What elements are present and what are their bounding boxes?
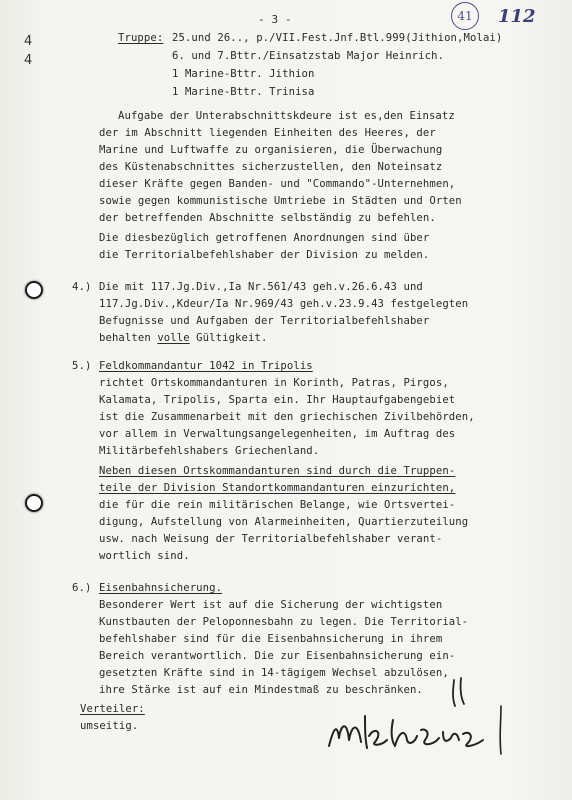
section-5-para2-line-5: usw. nach Weisung der Territorialbefehlshaber verant- [99,533,443,545]
distribution-value: umseitig. [80,720,139,732]
section-6-heading: Eisenbahnsicherung. [99,582,223,594]
folio-stamp: 41 [451,2,479,30]
troops-label: Truppe: [118,32,164,44]
section-6-line-4: Bereich verantwortlich. Die zur Eisenbahnsicherung ein- [99,650,456,662]
section-4-line-3: Befugnisse und Aufgaben der Territorialbefehlshaber [99,315,430,327]
troops-line-3: 1 Marine-Bttr. Jithion [172,68,315,80]
intro-line-8: Die diesbezüglich getroffenen Anordnungen sind über [99,232,430,244]
folio-handwritten: 112 [498,6,536,27]
section-4-prefix: behalten [99,332,158,344]
section-5-para2-line-1: Neben diesen Ortskommandanturen sind durch die Truppen- [99,465,456,477]
section-5-number: 5.) [72,360,92,372]
troops-line-1: 25.und 26.., p./VII.Fest.Jnf.Btl.999(Jithion,Molai) [172,32,503,44]
intro-line-9: die Territorialbefehlshaber der Division zu melden. [99,249,430,261]
section-4-number: 4.) [72,281,92,293]
section-6-line-1: Besonderer Wert ist auf die Sicherung der wichtigsten [99,599,443,611]
margin-mark-1: 4 [24,34,33,49]
intro-line-5: dieser Kräfte gegen Banden- und "Commando"-Unternehmen, [99,178,456,190]
section-6-line-5: gesetzten Kräfte sind in 14-tägigem Wechsel abzulösen, [99,667,449,679]
section-5-line-4: vor allem in Verwaltungsangelegenheiten, im Auftrag des [99,428,456,440]
intro-line-1: Aufgabe der Unterabschnittskdeure ist es,den Einsatz [118,110,455,122]
section-4-emph: volle [157,332,190,344]
section-5-para2-line-3: die für die rein militärischen Belange, wie Ortsvertei- [99,499,456,511]
section-5-heading: Feldkommandantur 1042 in Tripolis [99,360,313,372]
punch-hole-top [25,281,43,299]
section-5-line-2: Kalamata, Tripolis, Sparta ein. Ihr Hauptaufgabengebiet [99,394,456,406]
section-4-line-2: 117.Jg.Div.,Kdeur/Ia Nr.969/43 geh.v.23.9.43 festgelegten [99,298,469,310]
intro-line-6: sowie gegen kommunistische Umtriebe in Städten und Orten [99,195,462,207]
intro-line-4: des Küstenabschnittes sicherzustellen, den Noteinsatz [99,161,443,173]
section-6-line-3: befehlshaber sind für die Eisenbahnsicherung in ihrem [99,633,443,645]
section-5-para2-line-6: wortlich sind. [99,550,190,562]
section-5-line-3: ist die Zusammenarbeit mit den griechischen Zivilbehörden, [99,411,475,423]
intro-line-7: der betreffenden Abschnitte selbständig zu befehlen. [99,212,436,224]
margin-mark-2: 4 [24,53,33,68]
troops-line-4: 1 Marine-Bttr. Trinisa [172,86,315,98]
section-6-line-6: ihre Stärke ist auf ein Mindestmaß zu beschränken. [99,684,423,696]
intro-line-3: Marine und Luftwaffe zu organisieren, die Überwachung [99,144,443,156]
section-6-line-2: Kunstbauten der Peloponnesbahn zu legen. Die Territorial- [99,616,469,628]
section-4-suffix: Gültigkeit. [189,332,268,344]
section-6-number: 6.) [72,582,92,594]
intro-line-2: der im Abschnitt liegenden Einheiten des Heeres, der [99,127,436,139]
distribution-label: Verteiler: [80,703,145,715]
page-number: - 3 - [258,13,292,26]
section-5-line-1: richtet Ortskommandanturen in Korinth, Patras, Pirgos, [99,377,449,389]
section-5-para2-line-2: teile der Division Standortkommandanturen einzurichten, [99,482,456,494]
troops-line-2: 6. und 7.Bttr./Einsatzstab Major Heinrich. [172,50,445,62]
punch-hole-bottom [25,494,43,512]
section-4-line-4 [99,332,267,345]
section-5-line-5: Militärbefehlshabers Griechenland. [99,445,320,457]
section-5-para2-line-4: digung, Aufstellung von Alarmeinheiten, Quartierzuteilung [99,516,469,528]
signature [325,702,515,758]
section-4-line-1: Die mit 117.Jg.Div.,Ia Nr.561/43 geh.v.26.6.43 und [99,281,423,293]
